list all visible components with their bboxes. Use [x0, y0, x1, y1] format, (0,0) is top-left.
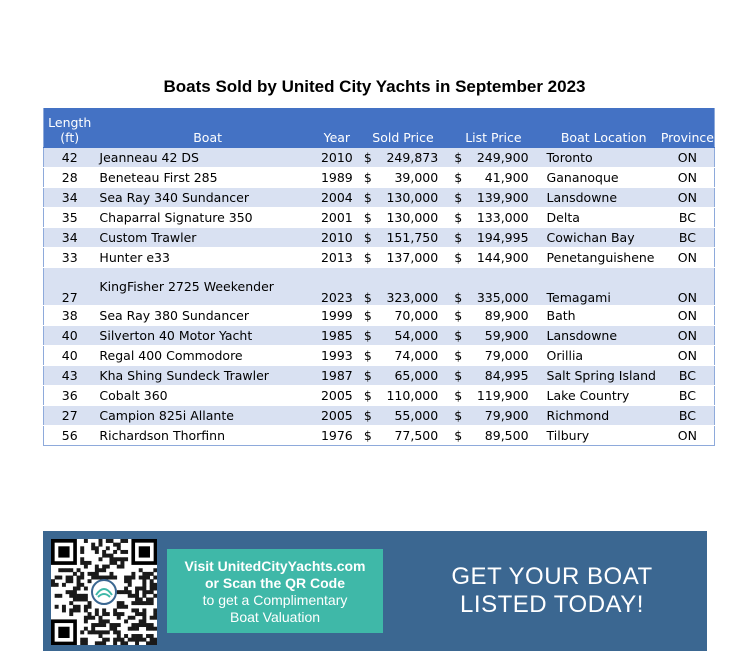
header-length-line2: (ft) [60, 130, 80, 145]
cell-province: ON [661, 168, 715, 188]
cell-list-currency: $ [448, 208, 465, 228]
cell-list-currency: $ [448, 406, 465, 426]
cell-location: Temagami [539, 268, 661, 306]
cell-sold-currency: $ [358, 386, 375, 406]
cell-year: 1985 [316, 326, 358, 346]
cell-province: BC [661, 228, 715, 248]
cell-province: ON [661, 306, 715, 326]
cell-length: 43 [44, 366, 96, 386]
cell-sold-currency: $ [358, 406, 375, 426]
page-title: Boats Sold by United City Yachts in September 2023 [163, 77, 586, 96]
cell-province: BC [661, 366, 715, 386]
cell-length: 40 [44, 326, 96, 346]
cell-location: Orillia [539, 346, 661, 366]
header-sold-price: Sold Price [358, 108, 448, 148]
cell-list-price: 133,000 [466, 208, 539, 228]
cta-line-scan: or Scan the QR Code [204, 575, 346, 591]
cell-sold-price: 110,000 [375, 386, 448, 406]
cell-list-price: 84,995 [466, 366, 539, 386]
cell-boat: Jeanneau 42 DS [95, 148, 315, 168]
cell-list-currency: $ [448, 346, 465, 366]
cell-length: 27 [44, 268, 96, 306]
cell-location: Tilbury [539, 426, 661, 446]
cell-sold-price: 39,000 [375, 168, 448, 188]
cell-year: 2001 [316, 208, 358, 228]
table-header-row [44, 108, 715, 148]
cell-length: 34 [44, 228, 96, 248]
table-row [44, 208, 715, 228]
cell-year: 2010 [316, 228, 358, 248]
cell-length: 36 [44, 386, 96, 406]
cta-line-website[interactable]: Visit UnitedCityYachts.com [184, 558, 366, 574]
cell-list-price: 41,900 [466, 168, 539, 188]
cell-province: ON [661, 268, 715, 306]
header-length-line1: Length [48, 115, 92, 130]
cell-location: Cowichan Bay [539, 228, 661, 248]
cell-length: 42 [44, 148, 96, 168]
cell-boat: Custom Trawler [95, 228, 315, 248]
cell-boat: Beneteau First 285 [95, 168, 315, 188]
cell-province: BC [661, 208, 715, 228]
cell-boat: Sea Ray 340 Sundancer [95, 188, 315, 208]
cell-length: 27 [44, 406, 96, 426]
cell-location: Toronto [539, 148, 661, 168]
cell-list-currency: $ [448, 188, 465, 208]
cell-boat: KingFisher 2725 Weekender [95, 268, 315, 306]
cell-list-price: 119,900 [466, 386, 539, 406]
header-boat: Boat [95, 108, 315, 148]
cell-length: 28 [44, 168, 96, 188]
cell-province: ON [661, 426, 715, 446]
cell-list-currency: $ [448, 148, 465, 168]
cell-sold-currency: $ [358, 346, 375, 366]
cell-province: ON [661, 326, 715, 346]
cell-province: BC [661, 386, 715, 406]
cell-boat: Kha Shing Sundeck Trawler [95, 366, 315, 386]
cell-list-currency: $ [448, 366, 465, 386]
cell-boat: Sea Ray 380 Sundancer [95, 306, 315, 326]
cell-sold-price: 55,000 [375, 406, 448, 426]
cell-province: ON [661, 188, 715, 208]
cell-list-price: 79,900 [466, 406, 539, 426]
cell-boat: Chaparral Signature 350 [95, 208, 315, 228]
cell-list-price: 335,000 [466, 268, 539, 306]
cell-sold-price: 151,750 [375, 228, 448, 248]
table-row [44, 228, 715, 248]
cell-province: BC [661, 406, 715, 426]
cell-sold-currency: $ [358, 366, 375, 386]
table-row [44, 248, 715, 268]
cell-year: 1989 [316, 168, 358, 188]
cell-sold-price: 249,873 [375, 148, 448, 168]
cell-sold-currency: $ [358, 326, 375, 346]
cell-sold-price: 130,000 [375, 208, 448, 228]
table-row [44, 168, 715, 188]
cell-year: 2023 [316, 268, 358, 306]
cell-boat: Cobalt 360 [95, 386, 315, 406]
cell-boat: Campion 825i Allante [95, 406, 315, 426]
headline-line1: GET YOUR BOAT [451, 563, 653, 590]
cell-year: 1987 [316, 366, 358, 386]
table-row [44, 346, 715, 366]
cell-year: 1999 [316, 306, 358, 326]
cell-boat: Richardson Thorfinn [95, 426, 315, 446]
cell-boat: Hunter e33 [95, 248, 315, 268]
header-length [44, 108, 96, 148]
cell-location: Delta [539, 208, 661, 228]
cell-location: Bath [539, 306, 661, 326]
cell-year: 2010 [316, 148, 358, 168]
header-year: Year [316, 108, 358, 148]
cell-sold-currency: $ [358, 208, 375, 228]
cell-length: 35 [44, 208, 96, 228]
cell-length: 38 [44, 306, 96, 326]
cell-list-price: 144,900 [466, 248, 539, 268]
cell-length: 33 [44, 248, 96, 268]
cell-list-price: 59,900 [466, 326, 539, 346]
table-row [44, 426, 715, 446]
cta-line-valuation: Boat Valuation [229, 609, 321, 625]
cell-sold-price: 323,000 [375, 268, 448, 306]
cell-sold-currency: $ [358, 228, 375, 248]
cell-list-currency: $ [448, 306, 465, 326]
valuation-callout[interactable] [167, 549, 383, 633]
cell-list-price: 79,000 [466, 346, 539, 366]
table-row [44, 406, 715, 426]
cell-sold-price: 74,000 [375, 346, 448, 366]
cell-location: Lansdowne [539, 326, 661, 346]
cell-year: 2013 [316, 248, 358, 268]
cell-list-currency: $ [448, 168, 465, 188]
boats-sold-table [43, 108, 715, 446]
cell-province: ON [661, 346, 715, 366]
cell-length: 34 [44, 188, 96, 208]
cell-sold-price: 65,000 [375, 366, 448, 386]
cell-sold-currency: $ [358, 306, 375, 326]
cell-list-currency: $ [448, 268, 465, 306]
table-row [44, 386, 715, 406]
cell-location: Lansdowne [539, 188, 661, 208]
cell-province: ON [661, 248, 715, 268]
cell-year: 2005 [316, 406, 358, 426]
cell-sold-currency: $ [358, 188, 375, 208]
cell-location: Salt Spring Island [539, 366, 661, 386]
cell-year: 2005 [316, 386, 358, 406]
cell-location: Lake Country [539, 386, 661, 406]
cell-sold-currency: $ [358, 268, 375, 306]
cell-location: Gananoque [539, 168, 661, 188]
cell-sold-price: 137,000 [375, 248, 448, 268]
cell-sold-currency: $ [358, 168, 375, 188]
cell-list-price: 194,995 [466, 228, 539, 248]
cell-sold-price: 54,000 [375, 326, 448, 346]
header-location: Boat Location [539, 108, 661, 148]
cell-year: 1976 [316, 426, 358, 446]
cell-list-price: 249,900 [466, 148, 539, 168]
cell-length: 56 [44, 426, 96, 446]
cell-sold-price: 70,000 [375, 306, 448, 326]
cell-province: ON [661, 148, 715, 168]
cell-sold-currency: $ [358, 148, 375, 168]
cell-sold-price: 130,000 [375, 188, 448, 208]
table-row [44, 148, 715, 168]
cell-length: 40 [44, 346, 96, 366]
cell-list-price: 139,900 [466, 188, 539, 208]
table-row [44, 306, 715, 326]
cta-line-complimentary: to get a Complimentary [202, 592, 348, 608]
cell-list-currency: $ [448, 386, 465, 406]
table-row [44, 268, 715, 306]
cell-list-currency: $ [448, 228, 465, 248]
cell-sold-price: 77,500 [375, 426, 448, 446]
header-province: Province [661, 108, 715, 148]
cell-year: 2004 [316, 188, 358, 208]
cell-year: 1993 [316, 346, 358, 366]
cell-list-price: 89,500 [466, 426, 539, 446]
cell-boat: Regal 400 Commodore [95, 346, 315, 366]
table-row [44, 366, 715, 386]
cell-list-currency: $ [448, 326, 465, 346]
header-list-price: List Price [448, 108, 538, 148]
cell-sold-currency: $ [358, 248, 375, 268]
listing-headline [421, 563, 683, 619]
cell-boat: Silverton 40 Motor Yacht [95, 326, 315, 346]
cell-location: Richmond [539, 406, 661, 426]
cell-list-currency: $ [448, 248, 465, 268]
promo-banner[interactable] [43, 531, 707, 651]
headline-line2: LISTED TODAY! [460, 591, 644, 618]
table-row [44, 326, 715, 346]
cell-list-price: 89,900 [466, 306, 539, 326]
cell-list-currency: $ [448, 426, 465, 446]
table-row [44, 188, 715, 208]
cell-sold-currency: $ [358, 426, 375, 446]
qr-code-icon[interactable] [51, 539, 157, 645]
cell-location: Penetanguishene [539, 248, 661, 268]
